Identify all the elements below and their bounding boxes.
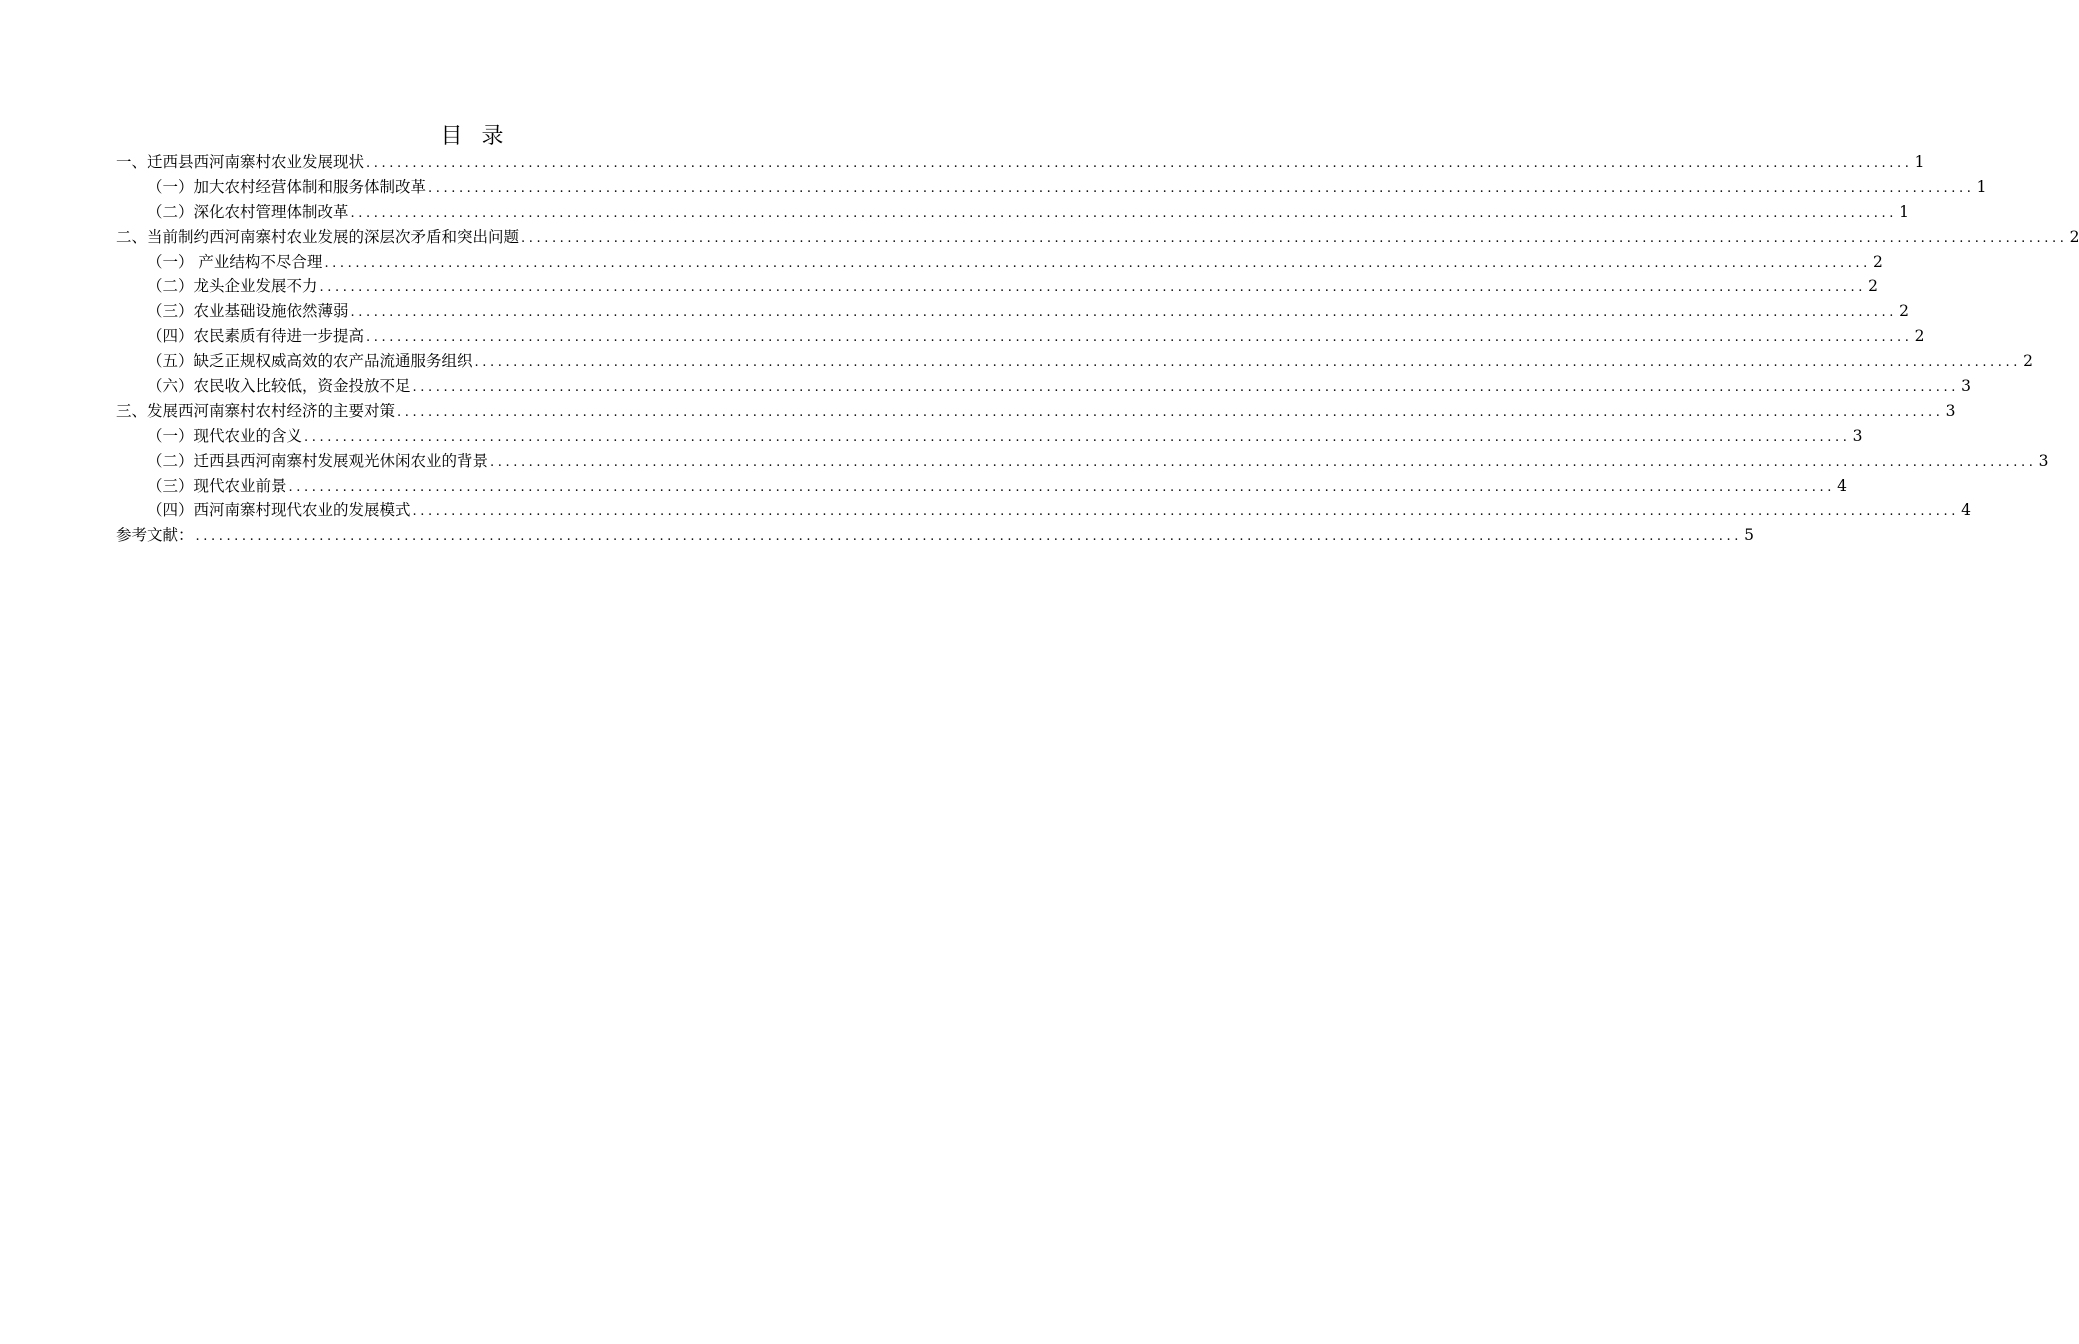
toc-entry[interactable] — [116, 474, 1847, 499]
toc-dot-leader: ........................................................................................................................................................................................................ — [397, 404, 1944, 420]
toc-entry[interactable] — [116, 250, 1883, 275]
toc-dot-leader: ........................................................................................................................................................................................................ — [474, 355, 2021, 371]
toc-dot-leader: ........................................................................................................................................................................................................ — [319, 280, 1866, 296]
toc-page-number: 1 — [1914, 153, 1925, 171]
toc-entry-title: （三）农业基础设施依然薄弱 — [147, 302, 349, 321]
toc-page-number: 2 — [1868, 277, 1878, 296]
toc-entry[interactable] — [116, 498, 1971, 523]
toc-entry[interactable] — [116, 299, 1909, 324]
toc-page-number: 2 — [1873, 252, 1883, 271]
toc-page-number: 3 — [1945, 401, 1956, 420]
toc-entry[interactable] — [116, 349, 2033, 374]
toc-dot-leader: ........................................................................................................................................................................................................ — [350, 205, 1897, 221]
toc-dot-leader: ........................................................................................................................................................................................................ — [350, 305, 1897, 321]
toc-dot-leader: ........................................................................................................................................................................................................ — [521, 230, 2068, 246]
toc-entry[interactable] — [116, 200, 1909, 225]
toc-entry[interactable] — [116, 424, 1863, 449]
toc-dot-leader: ........................................................................................................................................................................................................ — [412, 380, 1959, 396]
toc-entry-title: （六）农民收入比较低，资金投放不足 — [147, 377, 411, 396]
toc-entry-title: （一）加大农村经营体制和服务体制改革 — [147, 177, 427, 196]
toc-entry-title: （四）西河南寨村现代农业的发展模式 — [147, 501, 411, 520]
toc-page-number: 1 — [1976, 177, 1987, 196]
toc-entry-title: 一、迁西县西河南寨村农业发展现状 — [116, 153, 365, 171]
toc-title: 目 录 — [440, 124, 510, 149]
toc-page-number: 5 — [1744, 526, 1754, 545]
toc-entry-title: 三、发展西河南寨村农村经济的主要对策 — [116, 401, 396, 420]
toc-dot-leader: ........................................................................................................................................................................................................ — [428, 180, 1975, 196]
toc-entry-title: （一）现代农业的含义 — [147, 426, 303, 445]
toc-dot-leader: ........................................................................................................................................................................................................ — [366, 330, 1913, 346]
toc-page-number: 3 — [2038, 451, 2049, 470]
toc-page-number: 4 — [1837, 476, 1847, 495]
toc-dot-leader: ........................................................................................................................................................................................................ — [490, 454, 2037, 470]
toc-page-number: 3 — [1852, 426, 1863, 445]
toc-page-number: 2 — [1899, 302, 1909, 321]
toc-page-number: 2 — [1914, 327, 1925, 346]
toc-page-number: 2 — [2023, 352, 2033, 371]
toc-entry-title: （二）深化农村管理体制改革 — [147, 202, 349, 221]
toc-entry[interactable] — [116, 175, 1987, 200]
toc-entry-title: （二）龙头企业发展不力 — [147, 277, 318, 296]
toc-dot-leader: ........................................................................................................................................................................................................ — [412, 504, 1959, 520]
toc-entry[interactable] — [116, 523, 1754, 548]
toc-page-number: 1 — [1899, 202, 1909, 221]
toc-page-number: 4 — [1961, 501, 1971, 520]
toc-dot-leader: ........................................................................................................................................................................................................ — [288, 479, 1835, 495]
toc-dot-leader: ........................................................................................................................................................................................................ — [195, 529, 1742, 545]
toc-entry-title: （三）现代农业前景 — [147, 476, 287, 495]
toc-page-number: 3 — [1961, 377, 1971, 396]
toc-entry[interactable] — [116, 324, 1925, 349]
toc-entry[interactable] — [116, 150, 1925, 175]
toc-dot-leader: ........................................................................................................................................................................................................ — [304, 429, 1851, 445]
toc-page-number: 2 — [2069, 227, 2079, 246]
toc-entry-title: 参考文献： — [116, 526, 194, 545]
toc-entry-title: （二）迁西县西河南寨村发展观光休闲农业的背景 — [147, 451, 489, 470]
toc-entry-title: （五）缺乏正规权威高效的农产品流通服务组织 — [147, 352, 473, 371]
toc-entry-title: 二、当前制约西河南寨村农业发展的深层次矛盾和突出问题 — [116, 227, 520, 246]
toc-entry-title: （四）农民素质有待进一步提高 — [147, 327, 365, 346]
toc-entry[interactable] — [116, 399, 1956, 424]
toc-entry-title: （一） 产业结构不尽合理 — [147, 252, 323, 271]
toc-dot-leader: ........................................................................................................................................................................................................ — [366, 156, 1913, 171]
toc-entry[interactable] — [116, 225, 2079, 250]
toc-dot-leader: ........................................................................................................................................................................................................ — [324, 255, 1871, 271]
toc-entry[interactable] — [116, 374, 1971, 399]
toc-entry[interactable] — [116, 449, 2049, 474]
toc-entry[interactable] — [116, 274, 1878, 299]
table-of-contents — [116, 150, 2079, 548]
